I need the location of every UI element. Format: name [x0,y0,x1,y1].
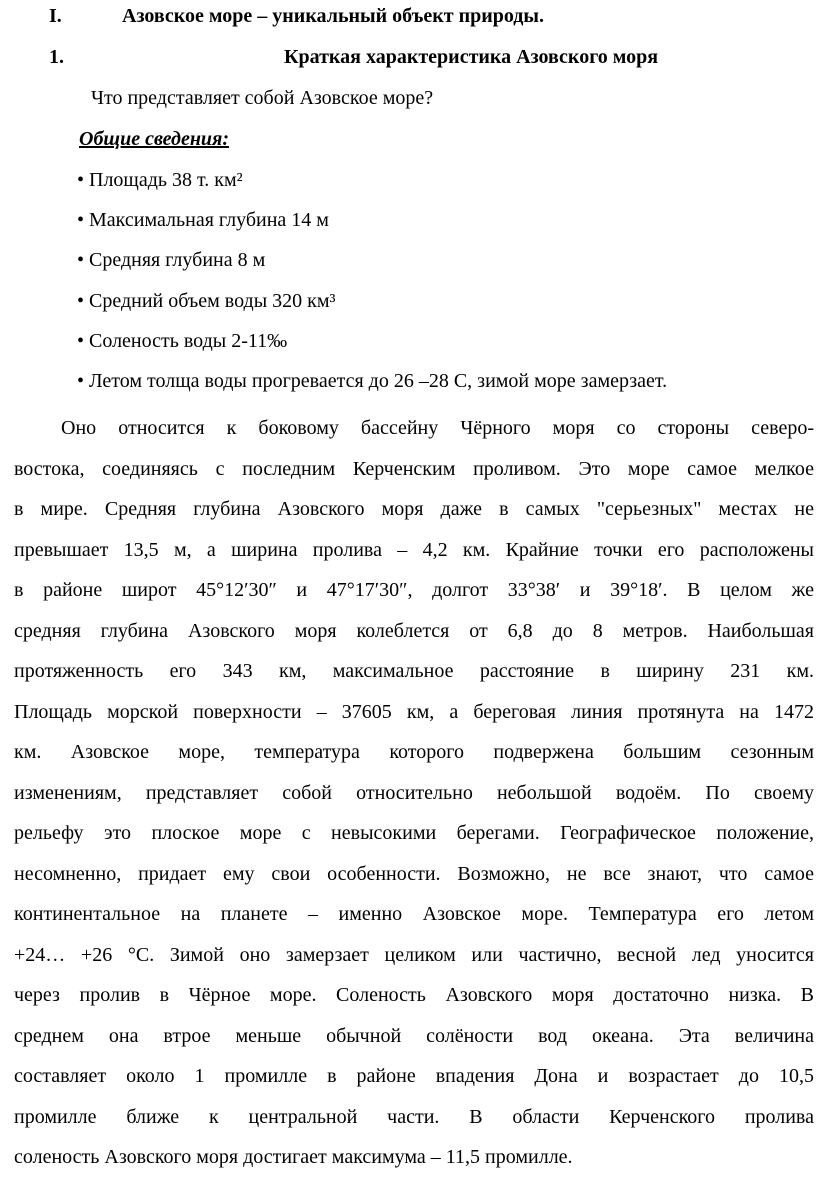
paragraph-line: составляет около 1 промилле в районе впадения Дона и возрастает до 10,5 [14,1065,814,1087]
subsection-number: 1. [49,46,64,68]
fact-item-avg-depth: • Средняя глубина 8 м [77,249,266,271]
paragraph-line: несомненно, придает ему свои особенности. Возможно, не все знают, что самое [14,862,814,885]
subsection-title: Краткая характеристика Азовского моря [284,46,659,68]
paragraph-line: соленость Азовского моря достигает максимума – 11,5 промилле. [14,1146,573,1168]
paragraph-line: востока, соединяясь с последним Керченским проливом. Это море самое мелкое [14,457,814,480]
paragraph-line: превышает 13,5 м, а ширина пролива – 4,2 км. Крайние точки его расположены [14,538,814,561]
fact-item-temperature: • Летом толща воды прогревается до 26 –28 С, зимой море замерзает. [77,370,668,392]
fact-item-salinity: • Соленость воды 2-11‰ [77,330,288,352]
section-number: I. [49,5,62,27]
paragraph-line: Оно относится к боковому бассейну Чёрного моря со стороны северо- [61,417,814,439]
paragraph-line: км. Азовское море, температура которого подвержена большим сезонным [14,741,814,763]
paragraph-line: +24… +26 °С. Зимой оно замерзает целиком или частично, весной лед уносится [14,943,814,966]
fact-item-area: • Площадь 38 т. км² [77,169,243,191]
fact-item-max-depth: • Максимальная глубина 14 м [77,209,329,231]
paragraph-line: средняя глубина Азовского моря колеблется от 6,8 до 8 метров. Наибольшая [14,619,814,642]
paragraph-line: рельефу это плоское море с невысокими берегами. Географическое положение, [14,822,814,844]
question-line: Что представляет собой Азовское море? [91,87,434,109]
paragraph-line: в районе широт 45°12′30″ и 47°17′30″, долгот 33°38′ и 39°18′. В целом же [14,579,814,601]
general-info-heading: Общие сведения: [79,128,230,150]
body-paragraph [14,408,814,1178]
paragraph-line: протяженность его 343 км, максимальное расстояние в ширину 231 км. [14,660,814,682]
paragraph-line: через пролив в Чёрное море. Соленость Азовского моря достаточно низка. В [14,984,814,1006]
paragraph-line: в мире. Средняя глубина Азовского моря даже в самых "серьезных" местах не [14,498,814,520]
paragraph-line: среднем она втрое меньше обычной солёности вод океана. Эта величина [14,1024,814,1047]
section-title: Азовское море – уникальный объект природы. [122,5,545,27]
fact-item-water-volume: • Средний объем воды 320 км³ [77,290,336,312]
paragraph-line: изменениям, представляет собой относительно небольшой водоём. По своему [14,781,814,804]
paragraph-line: Площадь морской поверхности – 37605 км, а береговая линия протянута на 1472 [14,700,814,723]
paragraph-line: промилле ближе к центральной части. В области Керченского пролива [14,1105,814,1128]
paragraph-line: континентальное на планете – именно Азовское море. Температура его летом [14,903,814,925]
